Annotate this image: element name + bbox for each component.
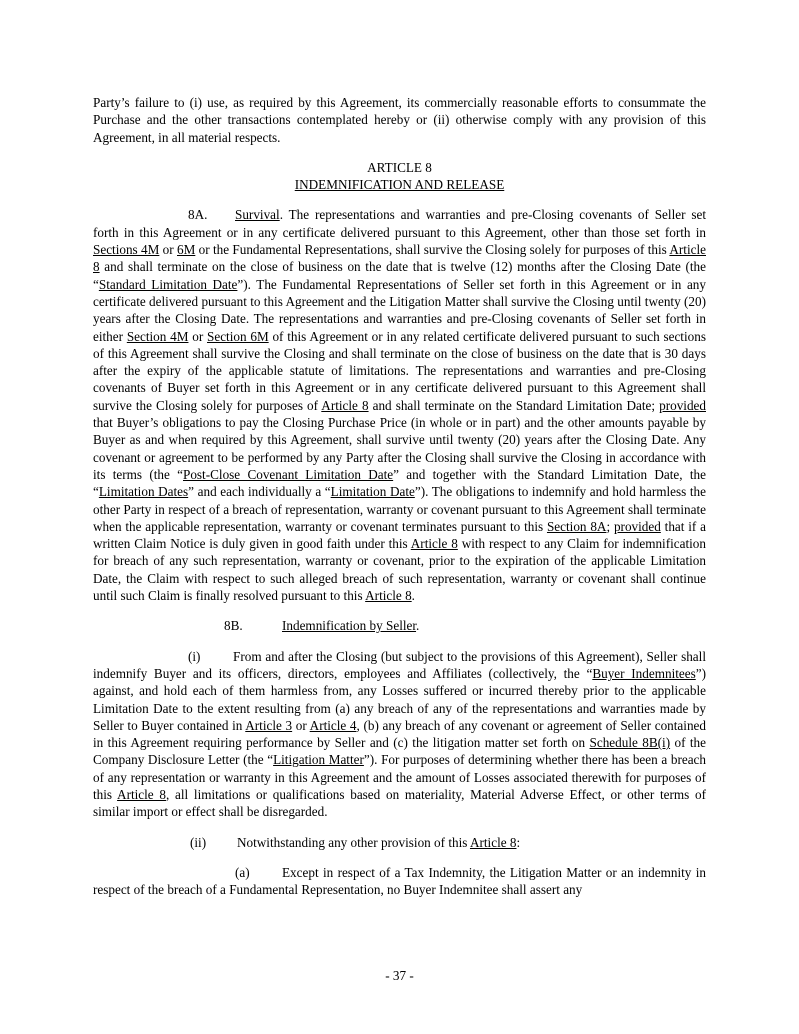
section-8a-number: 8A. [188,207,208,223]
defined-term: Buyer Indemnitees [592,665,696,681]
defined-term: provided [659,397,706,413]
defined-term: Limitation Dates [98,484,189,500]
xref-link: Article 8 [469,834,517,850]
xref-link: Section 6M [207,328,269,344]
document-page [93,94,706,898]
section-8b-ii-a-paragraph: (a) Except in respect of a Tax Indemnity, the Litigation Matter or an indemnity in respect of the breach of a Fundamental Representation, no Buyer Indemnitee shall assert any [93,864,706,898]
defined-term: provided [613,518,661,534]
xref-link: 6M [177,242,196,258]
intro-paragraph: Party’s failure to (i) use, as required by this Agreement, its commercially reasonable efforts to consummate the Purchase and the other transactions contemplated hereby or (ii) otherwise comply with any provision of this Agreement, in all material respects. [93,95,706,145]
article-title: INDEMNIFICATION AND RELEASE [294,177,505,193]
article-number: ARTICLE 8 [367,159,432,175]
section-8b-ii-a-number: (a) [235,864,250,880]
section-8b-i-number: (i) [188,648,201,664]
defined-term: Standard Limitation Date [98,276,238,292]
xref-link: Sections 4M [93,242,160,258]
xref-link: Schedule 8B(i) [589,735,671,751]
xref-link: Article 8 [117,786,166,802]
xref-link: Section 4M [126,328,189,344]
section-8a-paragraph: 8A. Survival. The representations and warranties and pre-Closing covenants of Seller set forth in this Agreement or in any certificate delivered pursuant to this Agreement, other than those set forth in Sections 4M or 6M or the Fundamental Representations, shall survive the Closing solely for purposes of this Article 8 and shall terminate on the close of business on the date that is twelve (12) months after the Closing Date (the “Standard Limitation Date”). The Fundamental Representations of Seller set forth in this Agreement or in any certificate delivered pursuant to this Agreement and the Litigation Matter shall survive the Closing until twenty (20) years after the Closing Date. The representations and warranties and pre-Closing covenants of Seller set forth in either Section 4M or Section 6M of this Agreement or in any related certificate delivered pursuant to such sections of this Agreement shall survive the Closing and shall terminate on the close of business on the date that is 30 days after the expiry of the applicable statute of limitations. The representations and warranties and pre-Closing covenants of Buyer set forth in this Agreement or in any certificate delivered pursuant to this Agreement shall survive the Closing solely for purposes of Article 8 and shall terminate on the Standard Limitation Date; provided that Buyer’s obligations to pay the Closing Purchase Price (in whole or in part) and the other amounts payable by Buyer as and when required by this Agreement, shall survive until twenty (20) years after the Closing Date. Any covenant or agreement to be performed by any Party after the Closing shall survive the Closing in accordance with its terms (the “Post-Close Covenant Limitation Date” and together with the Standard Limitation Date, the “Limitation Dates” and each individually a “Limitation Date”). The obligations to indemnify and hold harmless the other Party in respect of a breach of representation, warranty or covenant pursuant to this Agreement shall terminate when the applicable representation, warranty or covenant terminates pursuant to this Section 8A; provided that if a written Claim Notice is duly given in good faith under this Article 8 with respect to any Claim for indemnification for breach of any such representation, warranty or covenant, prior to the expiration of the applicable Limitation Date, the Claim with respect to such alleged breach of such representation, warranty or covenant shall continue until such Claim is finally resolved pursuant to this Article 8. [93,207,706,604]
xref-link: Section 8A [546,518,607,534]
defined-term: Post-Close Covenant Limitation Date [183,466,394,482]
page-number: - 37 - [385,968,414,983]
xref-link: Article 8 [93,242,706,275]
xref-link: Article 3 [245,717,293,733]
xref-link: Article 8 [321,397,369,413]
section-8b-ii-line: (ii) Notwithstanding any other provision of this Article 8: [190,834,521,850]
section-8b-number: 8B. [224,618,243,634]
section-8b-heading: Indemnification by Seller [282,618,417,634]
section-8b-i-paragraph: (i) From and after the Closing (but subject to the provisions of this Agreement), Seller shall indemnify Buyer and its officers, directors, employees and Affiliates (collectively, the “Buyer Indemnitees”) against, and hold each of them harmless from, any Losses suffered or incurred thereby prior to the applicable Limitation Date to the extent resulting from (a) any breach of any of the representations and warranties made by Seller to Buyer contained in Article 3 or Article 4, (b) any breach of any covenant or agreement of Seller contained in this Agreement requiring performance by Seller and (c) the litigation matter set forth on Schedule 8B(i) of the Company Disclosure Letter (the “Litigation Matter”). For purposes of determining whether there has been a breach of any representation or warranty in this Agreement and the amount of Losses associated therewith for purposes of this Article 8, all limitations or qualifications based on materiality, Material Adverse Effect, or other terms of similar import or effect shall be disregarded. [93,648,707,820]
defined-term: Limitation Date [330,484,415,500]
section-8b-ii-number: (ii) [190,834,207,850]
xref-link: Article 8 [365,588,412,604]
section-8a-heading: Survival [235,207,280,223]
xref-link: Article 4 [309,717,357,733]
xref-link: Article 8 [410,536,458,552]
defined-term: Litigation Matter [273,752,364,768]
section-8b-heading-line: 8B. Indemnification by Seller. [224,618,420,634]
